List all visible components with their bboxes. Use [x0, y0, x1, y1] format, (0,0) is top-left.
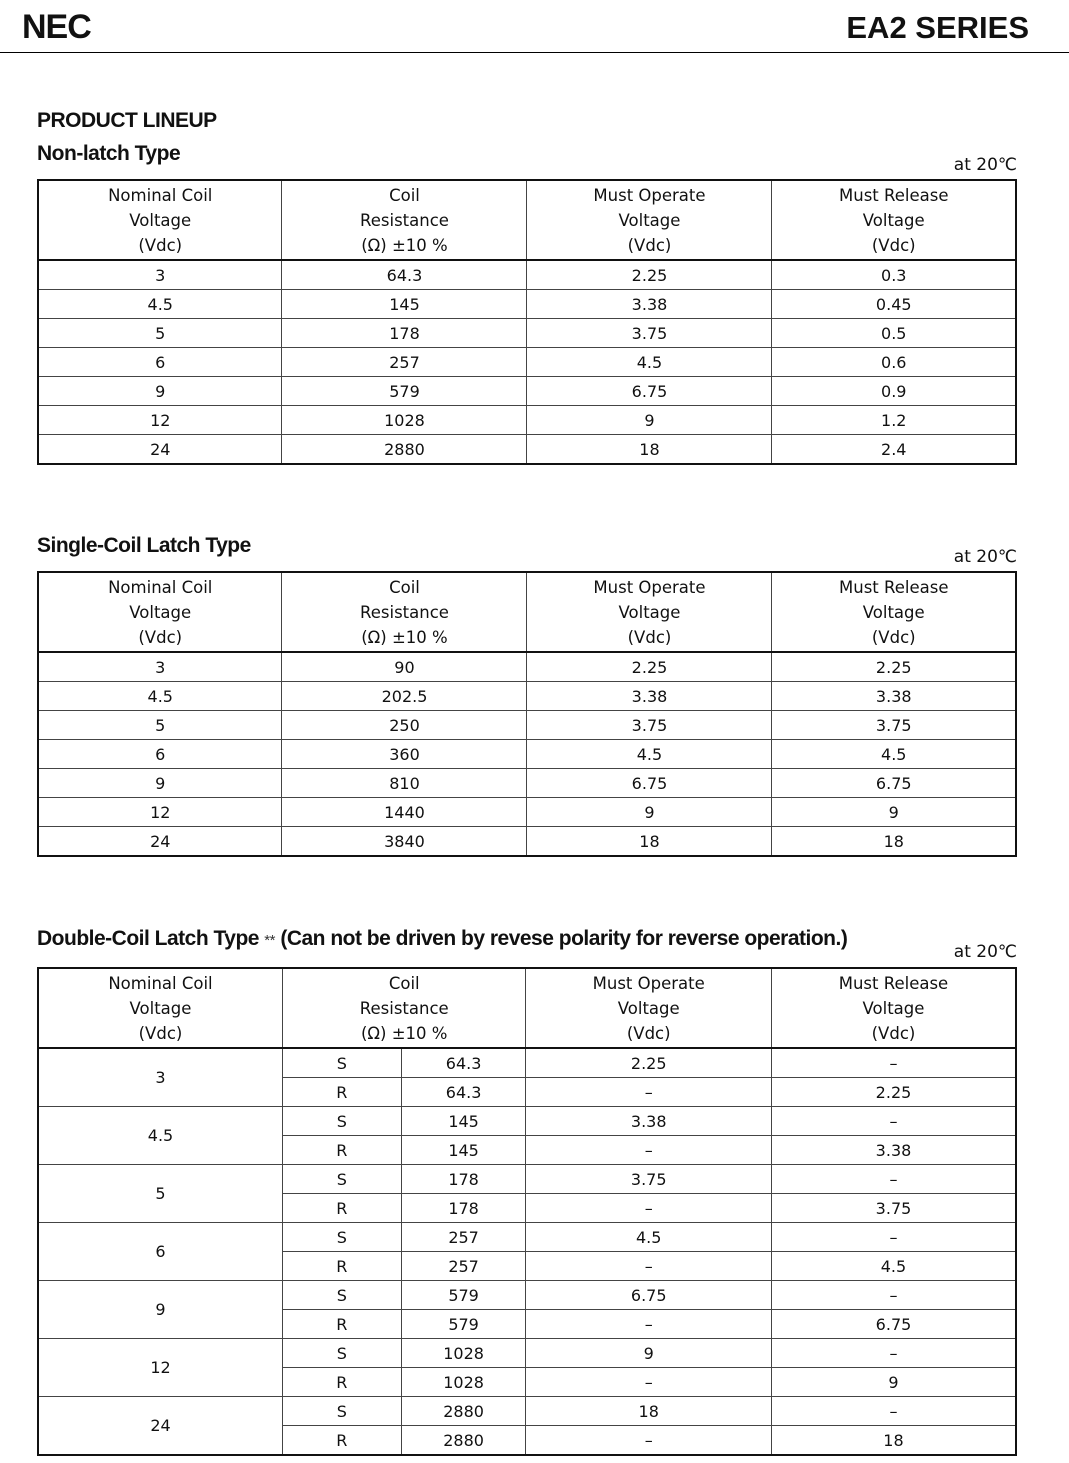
coil-type-cell: S: [282, 1165, 401, 1194]
table-row: [38, 1223, 1016, 1252]
must-operate-cell: 2.25: [527, 652, 772, 682]
header-must-operate: Must Operate Voltage (Vdc): [527, 180, 772, 260]
must-operate-cell: 9: [526, 1339, 772, 1368]
must-operate-cell: 18: [526, 1397, 772, 1426]
single-coil-table: [37, 571, 1017, 857]
must-operate-cell: –: [526, 1136, 772, 1165]
must-release-cell: 2.4: [772, 435, 1016, 465]
coil-type-cell: S: [282, 1339, 401, 1368]
must-release-cell: 4.5: [772, 740, 1016, 769]
header-divider: [0, 52, 1069, 53]
table-row: [38, 652, 1016, 682]
table-row: [38, 435, 1016, 465]
table-row: [38, 711, 1016, 740]
table-row: [38, 1107, 1016, 1136]
nominal-voltage-cell: 12: [38, 1339, 282, 1397]
must-operate-cell: –: [526, 1194, 772, 1223]
header-must-operate: Must Operate Voltage (Vdc): [527, 572, 772, 652]
coil-type-cell: S: [282, 1281, 401, 1310]
nominal-voltage-cell: 12: [38, 798, 282, 827]
nominal-voltage-cell: 9: [38, 769, 282, 798]
table-row: [38, 1165, 1016, 1194]
coil-type-cell: R: [282, 1368, 401, 1397]
coil-resistance-cell: 202.5: [282, 682, 527, 711]
table-row: [38, 290, 1016, 319]
must-release-cell: 3.75: [772, 711, 1016, 740]
double-coil-table: [37, 967, 1017, 1456]
page-header: [0, 0, 1069, 54]
double-coil-stars: **: [264, 932, 275, 949]
must-release-cell: 9: [772, 798, 1016, 827]
double-coil-title: [37, 927, 847, 951]
coil-resistance-cell: 1028: [282, 406, 527, 435]
must-operate-cell: –: [526, 1078, 772, 1107]
coil-type-cell: R: [282, 1252, 401, 1281]
coil-resistance-cell: 1440: [282, 798, 527, 827]
nominal-voltage-cell: 3: [38, 1048, 282, 1107]
coil-resistance-cell: 360: [282, 740, 527, 769]
must-release-cell: –: [771, 1397, 1016, 1426]
coil-resistance-cell: 145: [282, 290, 527, 319]
must-operate-cell: –: [526, 1310, 772, 1339]
header-must-release: Must Release Voltage (Vdc): [771, 968, 1016, 1048]
table-row: [38, 406, 1016, 435]
must-operate-cell: 3.75: [527, 319, 772, 348]
must-release-cell: 6.75: [771, 1310, 1016, 1339]
must-release-cell: 9: [771, 1368, 1016, 1397]
must-release-cell: 6.75: [772, 769, 1016, 798]
must-operate-cell: 4.5: [527, 348, 772, 377]
coil-resistance-cell: 64.3: [282, 260, 527, 290]
must-release-cell: 18: [771, 1426, 1016, 1456]
coil-resistance-cell: 2880: [282, 435, 527, 465]
must-release-cell: –: [771, 1165, 1016, 1194]
nominal-voltage-cell: 9: [38, 1281, 282, 1339]
must-release-cell: 4.5: [771, 1252, 1016, 1281]
coil-resistance-cell: 257: [401, 1223, 526, 1252]
coil-resistance-cell: 579: [282, 377, 527, 406]
nominal-voltage-cell: 3: [38, 652, 282, 682]
coil-resistance-cell: 257: [401, 1252, 526, 1281]
coil-type-cell: S: [282, 1397, 401, 1426]
nominal-voltage-cell: 5: [38, 1165, 282, 1223]
nominal-voltage-cell: 24: [38, 827, 282, 857]
must-release-cell: –: [771, 1339, 1016, 1368]
must-operate-cell: –: [526, 1252, 772, 1281]
coil-resistance-cell: 810: [282, 769, 527, 798]
must-release-cell: 2.25: [771, 1078, 1016, 1107]
must-release-cell: –: [771, 1107, 1016, 1136]
header-must-release: Must Release Voltage (Vdc): [772, 180, 1016, 260]
must-operate-cell: 3.75: [526, 1165, 772, 1194]
must-operate-cell: 4.5: [527, 740, 772, 769]
table-row: [38, 377, 1016, 406]
coil-resistance-cell: 64.3: [401, 1078, 526, 1107]
nominal-voltage-cell: 6: [38, 348, 282, 377]
table-row: [38, 682, 1016, 711]
coil-resistance-cell: 1028: [401, 1368, 526, 1397]
coil-type-cell: R: [282, 1426, 401, 1456]
coil-resistance-cell: 178: [401, 1194, 526, 1223]
coil-resistance-cell: 579: [401, 1310, 526, 1339]
header-nominal-voltage: Nominal Coil Voltage (Vdc): [38, 572, 282, 652]
coil-resistance-cell: 3840: [282, 827, 527, 857]
coil-resistance-cell: 2880: [401, 1397, 526, 1426]
coil-resistance-cell: 178: [401, 1165, 526, 1194]
must-operate-cell: 9: [527, 406, 772, 435]
must-operate-cell: 2.25: [527, 260, 772, 290]
must-release-cell: 3.38: [771, 1136, 1016, 1165]
coil-type-cell: R: [282, 1310, 401, 1339]
nominal-voltage-cell: 24: [38, 1397, 282, 1456]
coil-resistance-cell: 2880: [401, 1426, 526, 1456]
must-release-cell: 3.38: [772, 682, 1016, 711]
coil-resistance-cell: 145: [401, 1136, 526, 1165]
nominal-voltage-cell: 5: [38, 711, 282, 740]
must-operate-cell: 4.5: [526, 1223, 772, 1252]
coil-type-cell: R: [282, 1136, 401, 1165]
must-operate-cell: 3.38: [526, 1107, 772, 1136]
coil-resistance-cell: 178: [282, 319, 527, 348]
table-row: [38, 1397, 1016, 1426]
header-nominal-voltage: Nominal Coil Voltage (Vdc): [38, 968, 282, 1048]
coil-resistance-cell: 145: [401, 1107, 526, 1136]
nominal-voltage-cell: 12: [38, 406, 282, 435]
must-operate-cell: 6.75: [526, 1281, 772, 1310]
coil-resistance-cell: 64.3: [401, 1048, 526, 1078]
double-coil-note: (Can not be driven by revese polarity for reverse operation.): [280, 927, 848, 950]
single-coil-temp: at 20℃: [953, 547, 1017, 567]
nominal-voltage-cell: 9: [38, 377, 282, 406]
coil-resistance-cell: 579: [401, 1281, 526, 1310]
must-operate-cell: 6.75: [527, 377, 772, 406]
must-operate-cell: 2.25: [526, 1048, 772, 1078]
table-row: [38, 769, 1016, 798]
header-must-operate: Must Operate Voltage (Vdc): [526, 968, 772, 1048]
table-row: [38, 827, 1016, 857]
must-operate-cell: 18: [527, 435, 772, 465]
nominal-voltage-cell: 3: [38, 260, 282, 290]
coil-resistance-cell: 90: [282, 652, 527, 682]
table-row: [38, 798, 1016, 827]
table-row: [38, 1048, 1016, 1078]
must-release-cell: 0.9: [772, 377, 1016, 406]
must-operate-cell: 9: [527, 798, 772, 827]
nominal-voltage-cell: 24: [38, 435, 282, 465]
nominal-voltage-cell: 6: [38, 740, 282, 769]
must-operate-cell: 3.75: [527, 711, 772, 740]
must-operate-cell: 3.38: [527, 682, 772, 711]
must-release-cell: 0.3: [772, 260, 1016, 290]
table-row: [38, 348, 1016, 377]
non-latch-title: Non-latch Type: [37, 142, 181, 165]
coil-type-cell: S: [282, 1048, 401, 1078]
table-row: [38, 260, 1016, 290]
must-release-cell: 18: [772, 827, 1016, 857]
header-coil-resistance: Coil Resistance (Ω) ±10 %: [282, 180, 527, 260]
nominal-voltage-cell: 6: [38, 1223, 282, 1281]
header-coil-resistance: Coil Resistance (Ω) ±10 %: [282, 572, 527, 652]
series-title: EA2 SERIES: [846, 10, 1029, 45]
must-operate-cell: 6.75: [527, 769, 772, 798]
must-release-cell: 0.6: [772, 348, 1016, 377]
must-release-cell: 2.25: [772, 652, 1016, 682]
must-release-cell: 0.5: [772, 319, 1016, 348]
coil-type-cell: R: [282, 1078, 401, 1107]
must-release-cell: –: [771, 1281, 1016, 1310]
table-row: [38, 740, 1016, 769]
table-row: [38, 319, 1016, 348]
coil-resistance-cell: 1028: [401, 1339, 526, 1368]
must-operate-cell: 3.38: [527, 290, 772, 319]
double-coil-temp: at 20℃: [953, 942, 1017, 962]
nominal-voltage-cell: 5: [38, 319, 282, 348]
product-lineup-heading: PRODUCT LINEUP: [37, 109, 217, 132]
coil-resistance-cell: 250: [282, 711, 527, 740]
header-coil-resistance: Coil Resistance (Ω) ±10 %: [282, 968, 525, 1048]
non-latch-table: [37, 179, 1017, 465]
must-release-cell: –: [771, 1048, 1016, 1078]
nec-logo: NEC: [22, 8, 91, 46]
header-nominal-voltage: Nominal Coil Voltage (Vdc): [38, 180, 282, 260]
nominal-voltage-cell: 4.5: [38, 290, 282, 319]
must-operate-cell: 18: [527, 827, 772, 857]
must-operate-cell: –: [526, 1368, 772, 1397]
single-coil-title: Single-Coil Latch Type: [37, 534, 251, 557]
nominal-voltage-cell: 4.5: [38, 682, 282, 711]
table-row: [38, 1339, 1016, 1368]
coil-type-cell: S: [282, 1223, 401, 1252]
must-operate-cell: –: [526, 1426, 772, 1456]
nominal-voltage-cell: 4.5: [38, 1107, 282, 1165]
must-release-cell: –: [771, 1223, 1016, 1252]
coil-resistance-cell: 257: [282, 348, 527, 377]
non-latch-temp: at 20℃: [953, 155, 1017, 175]
must-release-cell: 3.75: [771, 1194, 1016, 1223]
header-must-release: Must Release Voltage (Vdc): [772, 572, 1016, 652]
coil-type-cell: S: [282, 1107, 401, 1136]
must-release-cell: 0.45: [772, 290, 1016, 319]
must-release-cell: 1.2: [772, 406, 1016, 435]
double-coil-title-text: Double-Coil Latch Type: [37, 927, 259, 950]
table-row: [38, 1281, 1016, 1310]
coil-type-cell: R: [282, 1194, 401, 1223]
